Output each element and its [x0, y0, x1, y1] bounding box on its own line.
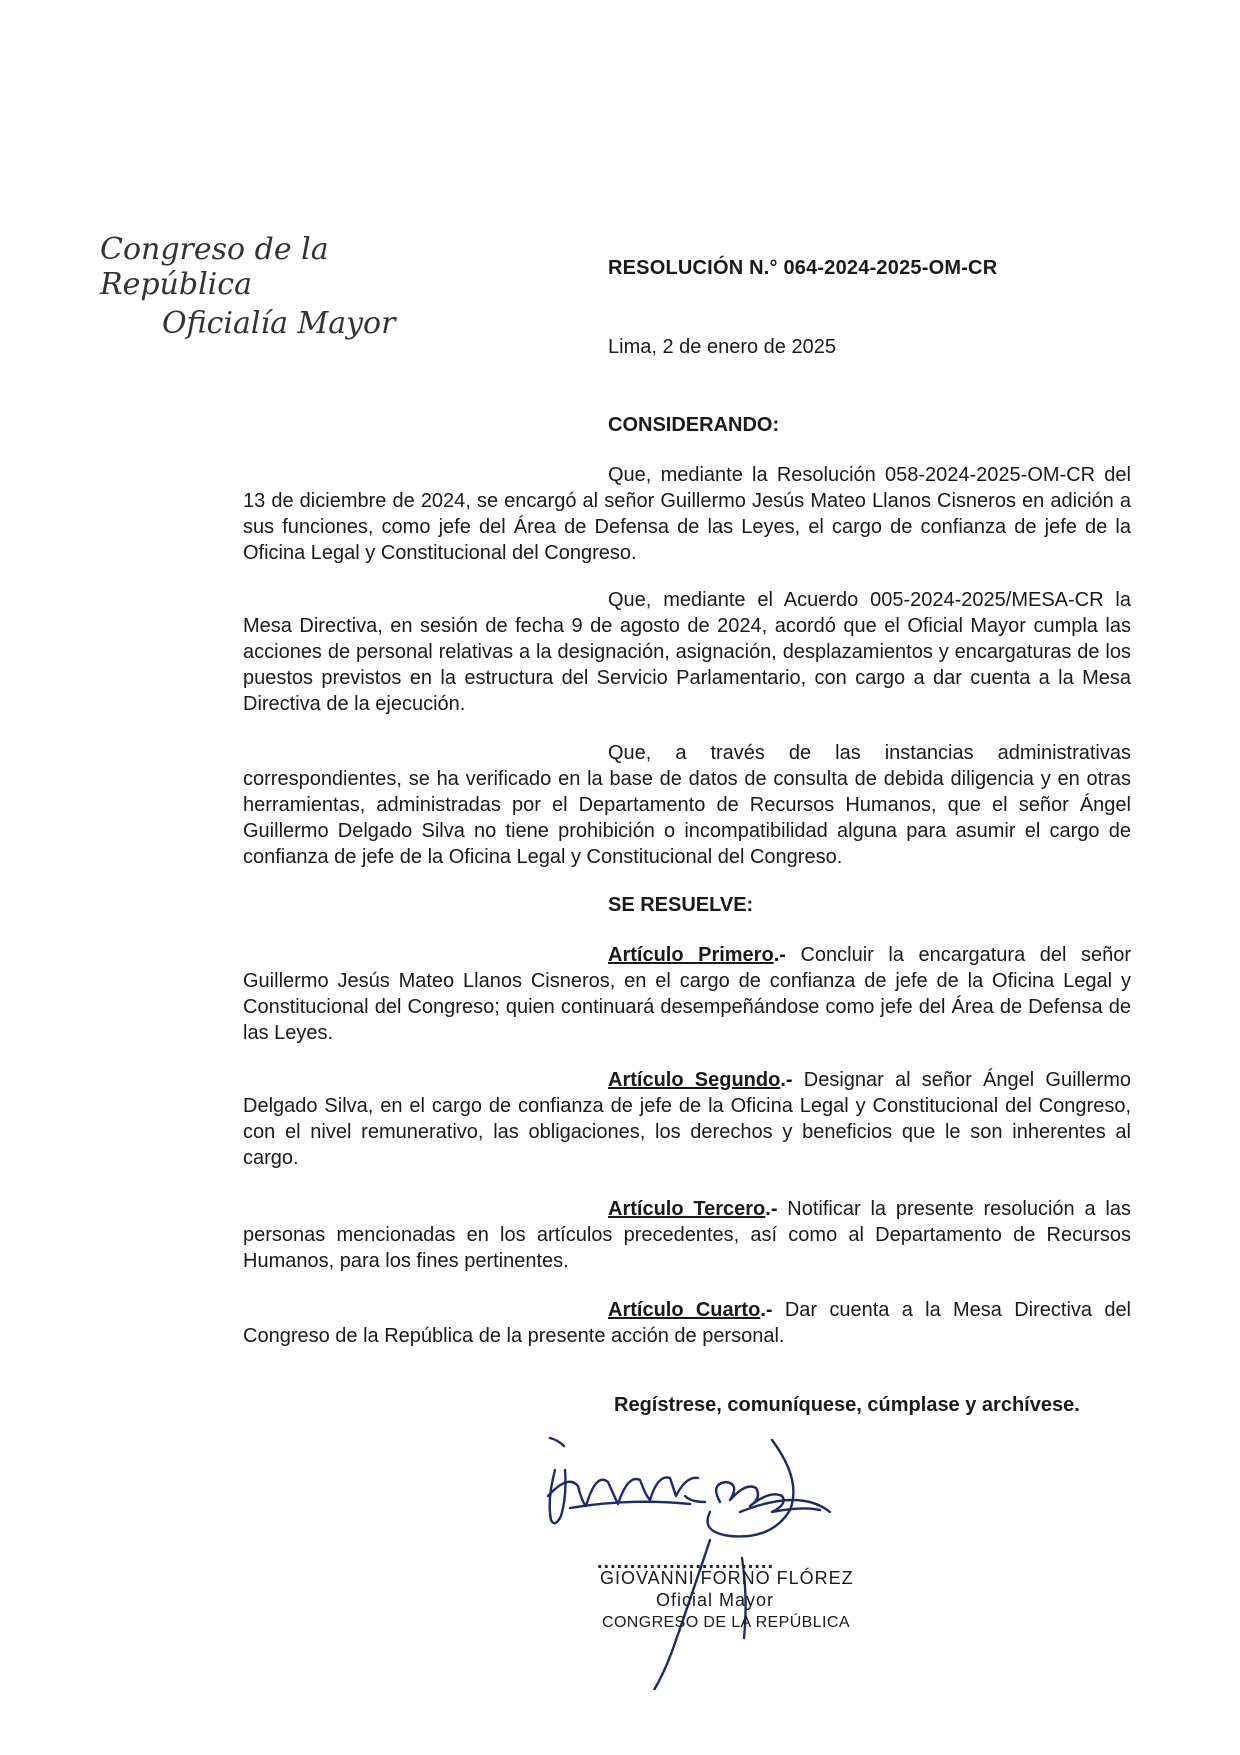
article-1-text: Concluir la encargatura del señor Guillermo Jesús Mateo Llanos Cisneros, en el cargo de confianza de jefe de la Oficina Legal y Constitucional del Congreso; quien continuará desempeñándose como jefe del Área de Defensa de las Leyes.: [243, 944, 1131, 1044]
article-2-title: Artículo Segundo: [608, 1069, 781, 1091]
article-1-title: Artículo Primero: [608, 944, 774, 966]
signatory-role: Oficial Mayor: [656, 1590, 775, 1610]
resolution-number: RESOLUCIÓN N.° 064-2024-2025-OM-CR: [608, 257, 998, 279]
considerando-paragraph-2: Que, mediante el Acuerdo 005-2024-2025/MESA-CR la Mesa Directiva, en sesión de fecha 9 de agosto de 2024, acordó que el Oficial Mayor cumpla las acciones de personal relativas a la designación, asignación, desplazamientos y encargaturas de los puestos previstos en la estructura del Servicio Parlamentario, con cargo a dar cuenta a la Mesa Directiva de la ejecución.: [243, 589, 1131, 715]
considerando-paragraph-3: Que, a través de las instancias administrativas correspondientes, se ha verificado en la base de datos de consulta de debida diligencia y en otras herramientas, administradas por el Departamento de Recursos Humanos, que el señor Ángel Guillermo Delgado Silva no tiene prohibición o incompatibilidad alguna para asumir el cargo de confianza de jefe de la Oficina Legal y Constitucional del Congreso.: [243, 742, 1131, 868]
article-4-text: Dar cuenta a la Mesa Directiva del Congreso de la República de la presente acción de personal.: [243, 1299, 1132, 1347]
article-4: [243, 1297, 1131, 1349]
closing-formula: Regístrese, comuníquese, cúmplase y archívese.: [614, 1394, 1080, 1416]
article-2: [243, 1067, 1131, 1171]
article-4-title: Artículo Cuarto: [608, 1299, 761, 1321]
article-2-text: Designar al señor Ángel Guillermo Delgado Silva, en el cargo de confianza de jefe de la Oficina Legal y Constitucional del Congreso, con el nivel remunerativo, las obligaciones, los derechos y beneficios que le son inherentes al cargo.: [243, 1069, 1131, 1169]
letterhead-office: Oficialía Mayor: [162, 306, 396, 341]
signatory-organization: CONGRESO DE LA REPÚBLICA: [602, 1614, 850, 1631]
article-1: [243, 942, 1131, 1046]
considerando-heading: CONSIDERANDO:: [608, 414, 780, 436]
article-3-separator: .-: [765, 1198, 778, 1220]
article-3-title: Artículo Tercero: [608, 1198, 766, 1220]
article-3: [243, 1196, 1131, 1274]
article-2-separator: .-: [780, 1069, 793, 1091]
letterhead: [100, 232, 440, 341]
article-3-text: Notificar la presente resolución a las personas mencionadas en los artículos precedentes, así como al Departamento de Recursos Humanos, para los fines pertinentes.: [243, 1198, 1131, 1272]
signatory-name: GIOVANNI FORNO FLÓREZ: [600, 1568, 854, 1588]
signature-line: ...........................: [597, 1551, 775, 1573]
considerando-paragraph-1: Que, mediante la Resolución 058-2024-2025-OM-CR del 13 de diciembre de 2024, se encargó al señor Guillermo Jesús Mateo Llanos Cisneros en adición a sus funciones, como jefe del Área de Defensa de las Leyes, el cargo de confianza de jefe de la Oficina Legal y Constitucional del Congreso.: [243, 464, 1131, 564]
article-1-separator: .-: [773, 944, 786, 966]
letterhead-institution: Congreso de la República: [100, 232, 329, 302]
document-date: Lima, 2 de enero de 2025: [608, 336, 836, 358]
article-4-separator: .-: [760, 1299, 773, 1321]
resuelve-heading: SE RESUELVE:: [608, 894, 754, 916]
